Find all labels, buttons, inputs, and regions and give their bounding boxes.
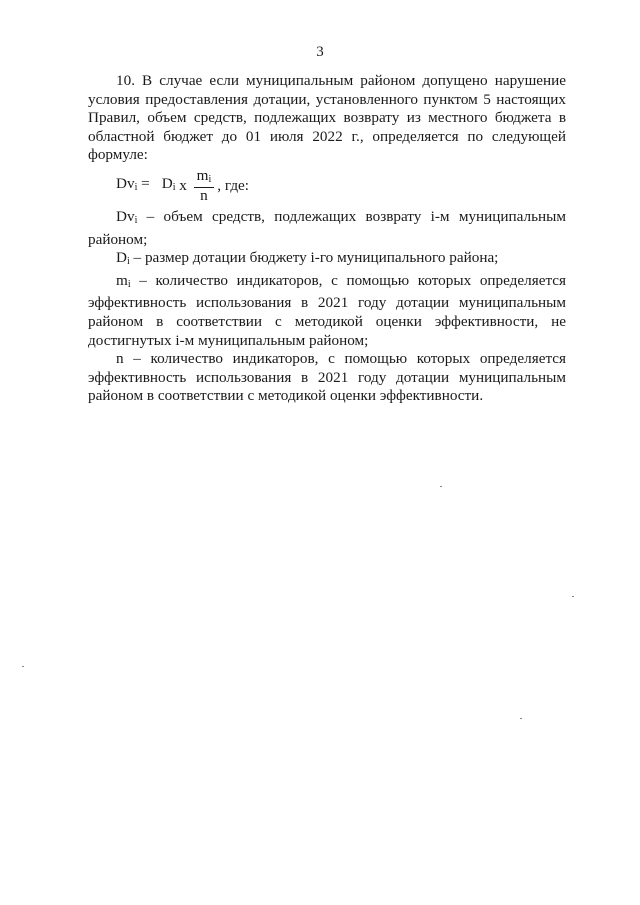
paragraph-10: [88, 72, 566, 165]
formula: [116, 168, 249, 203]
scan-speck: [520, 718, 522, 719]
definitions: [88, 208, 566, 406]
formula-numerator: $m_i$: [194, 168, 215, 188]
definition-d: $D_i$ – размер дотации бюджету i-го муниципального района;: [116, 249, 499, 268]
formula-times: x: [175, 176, 191, 194]
paragraph-10-text: 10. В случае если муниципальным районом допущено нарушение условия предоставления дотации, установленного пунктом 5 настоящих Правил, объем средств, подлежащих возврату из местного бюджета в областной бюджет до 01 июля 2022 г., определяется по следующей формуле:: [88, 72, 566, 164]
formula-lhs: $Dv_i$ =: [116, 174, 150, 193]
formula-fraction: [194, 168, 215, 203]
formula-d: $D_i$: [161, 174, 176, 193]
formula-tail: , где:: [217, 176, 250, 194]
scan-speck: [440, 486, 442, 487]
scan-speck: [572, 596, 574, 597]
definition-dv: $Dv_i$ – объем средств, подлежащих возврату i-м муниципальным районом;: [88, 208, 566, 248]
definition-m: $m_i$ – количество индикаторов, с помощью которых определяется эффективность использования в 2021 году дотации муниципальным районом в соответствии с методикой оценки эффективности, не достигнутых i-м муниципальным районом;: [88, 271, 566, 349]
definition-n: n – количество индикаторов, с помощью которых определяется эффективность использования в 2021 году дотации муниципальным районом в соответствии с методикой оценки эффективности.: [88, 350, 566, 405]
page-number: 3: [316, 44, 324, 60]
scan-speck: [22, 666, 24, 667]
formula-denominator: n: [200, 187, 208, 204]
